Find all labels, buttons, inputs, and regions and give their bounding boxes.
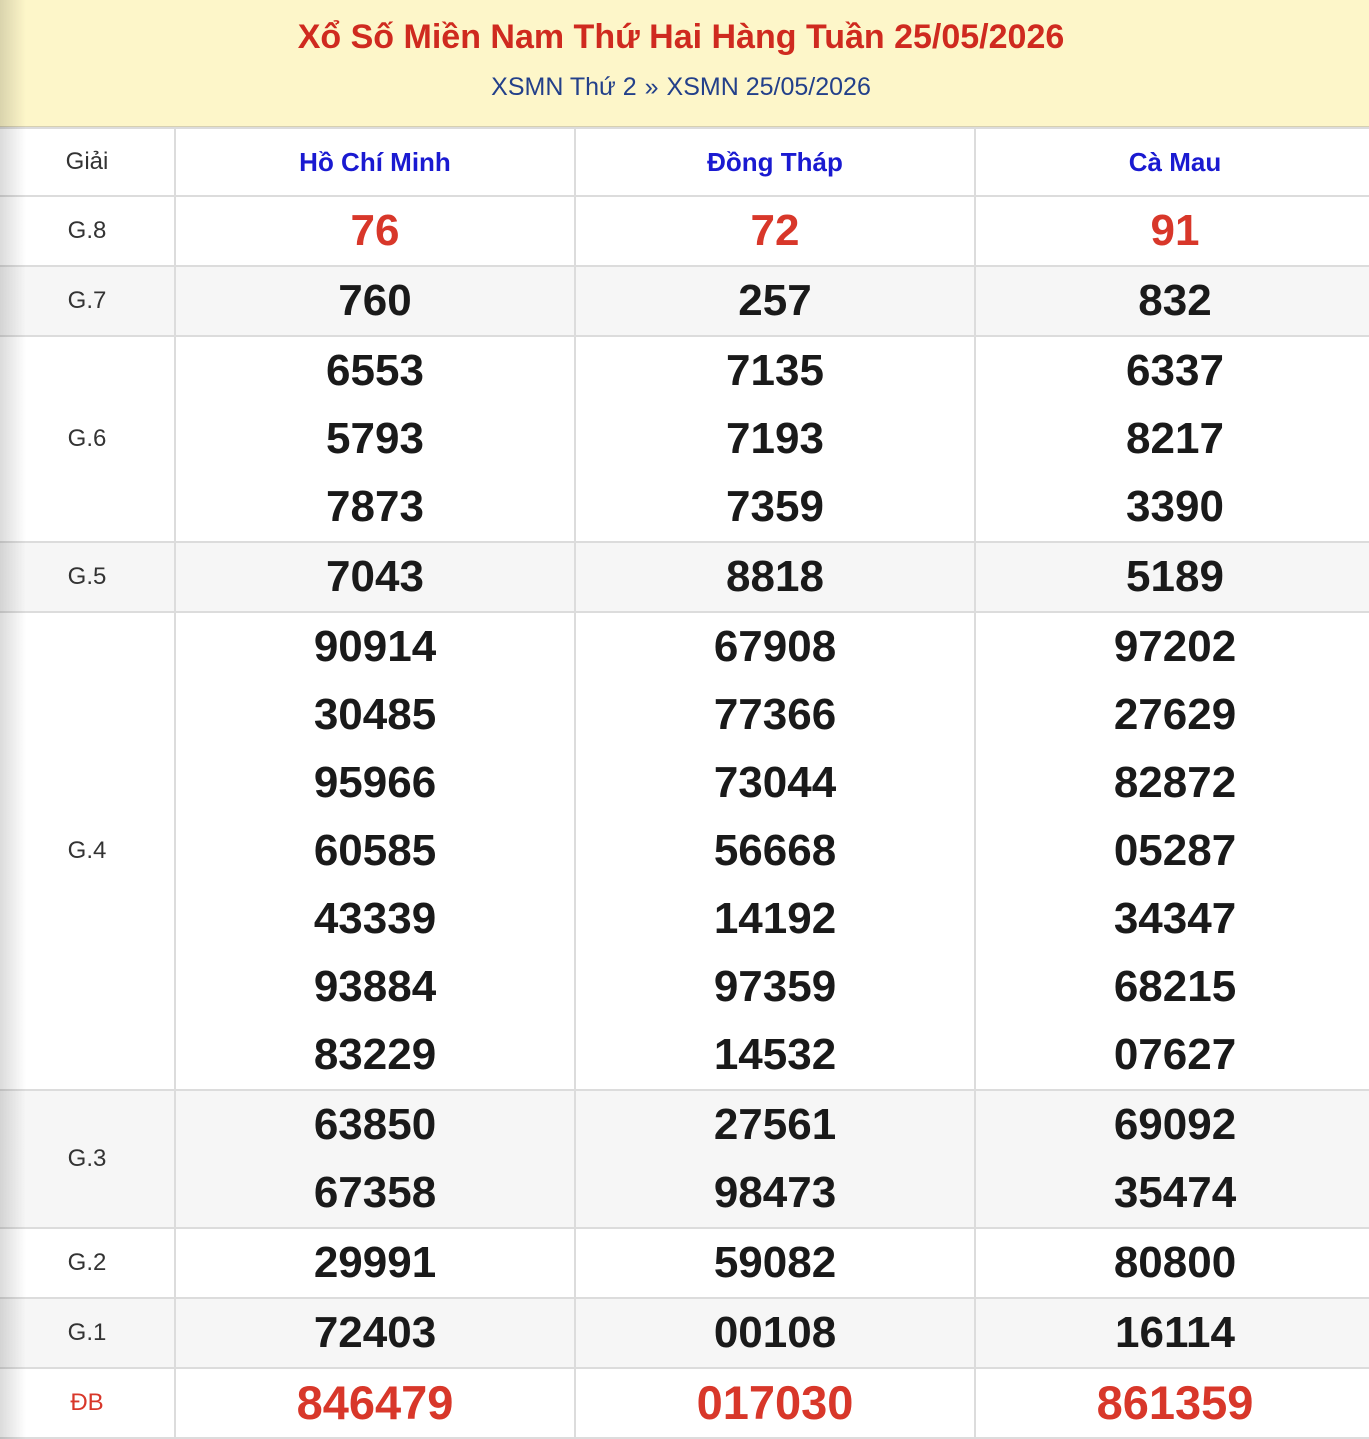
breadcrumb <box>0 73 1362 102</box>
result-cell <box>575 1298 975 1368</box>
result-cell <box>575 1090 975 1228</box>
result-number: 8217 <box>1126 414 1224 463</box>
result-number: 69092 <box>1113 1100 1237 1149</box>
result-number: 63850 <box>313 1100 437 1149</box>
results-table <box>0 127 1369 1439</box>
province-name[interactable]: Hồ Chí Minh <box>299 146 451 177</box>
result-number: 30485 <box>313 690 437 739</box>
result-number: 72403 <box>313 1308 437 1357</box>
result-cell <box>175 266 575 336</box>
province-header[interactable] <box>175 128 575 196</box>
result-number: 35474 <box>1113 1168 1237 1217</box>
result-number: 43339 <box>313 894 437 943</box>
result-number: 93884 <box>313 962 437 1011</box>
result-number: 8818 <box>726 552 824 601</box>
result-number: 91 <box>1150 206 1200 255</box>
result-number: 27561 <box>713 1100 837 1149</box>
results-header <box>0 0 1369 127</box>
prize-label: G.3 <box>0 1090 175 1228</box>
result-number: 846479 <box>296 1376 454 1429</box>
result-number: 95966 <box>313 758 437 807</box>
prize-row <box>0 336 1369 542</box>
province-header[interactable] <box>575 128 975 196</box>
result-number: 16114 <box>1115 1308 1235 1357</box>
result-number: 68215 <box>1113 962 1237 1011</box>
prize-column-header: Giải <box>0 128 175 196</box>
result-number: 5189 <box>1126 552 1224 601</box>
result-number: 60585 <box>313 826 437 875</box>
result-number: 98473 <box>713 1168 837 1217</box>
result-cell <box>575 196 975 266</box>
result-number: 00108 <box>713 1308 837 1357</box>
result-number: 861359 <box>1096 1376 1254 1429</box>
result-cell <box>175 1298 575 1368</box>
result-cell <box>175 1368 575 1438</box>
result-number: 72 <box>750 206 800 255</box>
prize-row <box>0 196 1369 266</box>
result-number: 82872 <box>1113 758 1237 807</box>
result-number: 760 <box>338 276 412 325</box>
prize-label: G.7 <box>0 266 175 336</box>
result-cell <box>175 196 575 266</box>
result-number: 7193 <box>726 414 824 463</box>
result-number: 832 <box>1138 276 1212 325</box>
result-number: 6337 <box>1126 346 1224 395</box>
result-number: 97202 <box>1113 622 1237 671</box>
result-cell <box>575 1228 975 1298</box>
prize-label: G.1 <box>0 1298 175 1368</box>
result-cell <box>575 266 975 336</box>
result-number: 59082 <box>713 1238 837 1287</box>
prize-label: G.2 <box>0 1228 175 1298</box>
result-number: 14192 <box>713 894 837 943</box>
result-cell <box>575 1368 975 1438</box>
result-cell <box>175 612 575 1090</box>
result-number: 67908 <box>713 622 837 671</box>
result-number: 83229 <box>313 1030 437 1079</box>
result-number: 14532 <box>713 1030 837 1079</box>
result-cell <box>175 1090 575 1228</box>
result-number: 77366 <box>713 690 837 739</box>
prize-row <box>0 1228 1369 1298</box>
breadcrumb-separator: » <box>644 73 659 101</box>
prize-row <box>0 612 1369 1090</box>
result-cell <box>575 612 975 1090</box>
province-name[interactable]: Đồng Tháp <box>707 146 843 177</box>
page-title: Xổ Số Miền Nam Thứ Hai Hàng Tuần 25/05/2026 <box>297 18 1065 56</box>
prize-label: G.6 <box>0 336 175 542</box>
result-cell <box>575 542 975 612</box>
result-number: 29991 <box>313 1238 437 1287</box>
breadcrumb-link-date[interactable]: XSMN 25/05/2026 <box>666 73 871 101</box>
table-header-row <box>0 128 1369 196</box>
result-number: 34347 <box>1113 894 1237 943</box>
province-name[interactable]: Cà Mau <box>1128 146 1222 177</box>
prize-label: G.8 <box>0 196 175 266</box>
result-number: 5793 <box>326 414 424 463</box>
breadcrumb-link-weekday[interactable]: XSMN Thứ 2 <box>491 73 637 101</box>
result-number: 257 <box>738 276 812 325</box>
result-cell <box>975 1090 1369 1228</box>
result-number: 56668 <box>713 826 837 875</box>
result-cell <box>175 542 575 612</box>
result-cell <box>175 1228 575 1298</box>
result-number: 05287 <box>1113 826 1237 875</box>
result-number: 7359 <box>726 482 824 531</box>
prize-label: ĐB <box>0 1368 175 1438</box>
result-number: 7135 <box>726 346 824 395</box>
prize-label: G.5 <box>0 542 175 612</box>
result-number: 017030 <box>696 1376 854 1429</box>
result-number: 27629 <box>1113 690 1237 739</box>
result-cell <box>975 1368 1369 1438</box>
result-cell <box>975 336 1369 542</box>
result-number: 3390 <box>1126 482 1224 531</box>
result-cell <box>975 196 1369 266</box>
result-number: 90914 <box>313 622 437 671</box>
result-cell <box>975 1228 1369 1298</box>
result-number: 73044 <box>713 758 837 807</box>
result-cell <box>575 336 975 542</box>
result-number: 07627 <box>1113 1030 1237 1079</box>
result-cell <box>975 1298 1369 1368</box>
result-number: 7043 <box>326 552 424 601</box>
prize-row <box>0 1090 1369 1228</box>
prize-label: G.4 <box>0 612 175 1090</box>
prize-row <box>0 1298 1369 1368</box>
result-number: 7873 <box>326 482 424 531</box>
result-number: 76 <box>350 206 400 255</box>
province-header[interactable] <box>975 128 1369 196</box>
result-cell <box>175 336 575 542</box>
result-number: 6553 <box>326 346 424 395</box>
result-cell <box>975 542 1369 612</box>
result-cell <box>975 612 1369 1090</box>
result-number: 97359 <box>713 962 837 1011</box>
result-number: 67358 <box>313 1168 437 1217</box>
prize-row <box>0 266 1369 336</box>
prize-row <box>0 542 1369 612</box>
prize-row <box>0 1368 1369 1438</box>
result-number: 80800 <box>1113 1238 1237 1287</box>
result-cell <box>975 266 1369 336</box>
